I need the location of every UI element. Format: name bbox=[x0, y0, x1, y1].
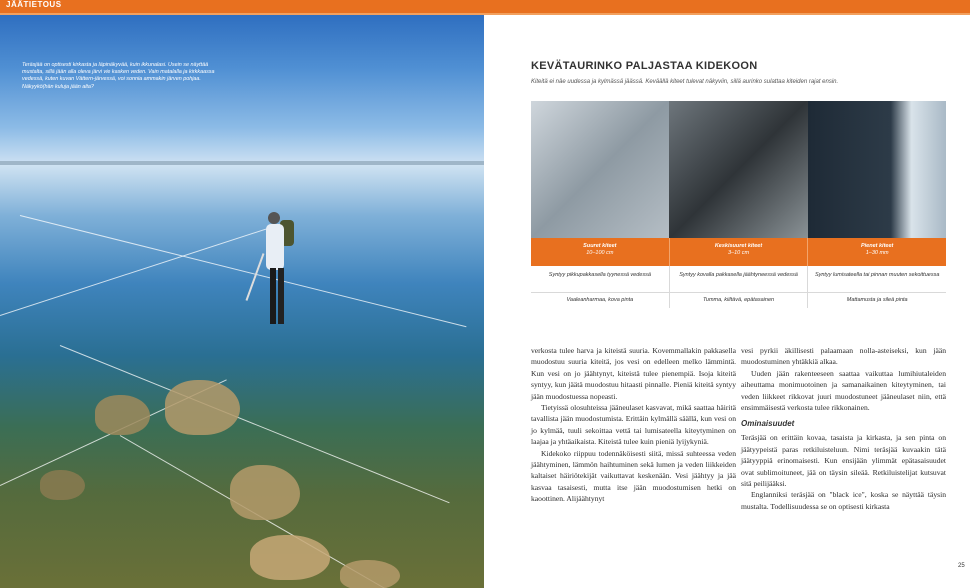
table-header-cell bbox=[531, 238, 670, 266]
table-cell: Syntyy lumisateella tai pinnan muuten sekoittuessa bbox=[814, 272, 940, 278]
body-paragraph: Uuden jään rakenteeseen saattaa vaikuttaa lumihiutaleiden aiheuttama monimuotoinen ja samanaikainen kiteytyminen, tai veden liikkeet rikkovat juuri muodostuneet jääneulaset niin, että ensimmäisestä verkosta tulee rikkonainen. bbox=[741, 368, 946, 413]
crystal-size: 3–10 cm bbox=[727, 250, 750, 256]
crystal-name: Suuret kiteet bbox=[583, 243, 617, 249]
lakebed-rock bbox=[340, 560, 400, 588]
photo-caption: Teräsjää on optisesti kirkasta ja läpinäkyvää, kuin ikkunalasi. Usein se näyttää mustalta, sillä jään alla oleva järvi vie kasken veden. Vain matalalla ja kirkkaassa vedessä, kuten kuvan Vättern-järvessä, voi sonnia ammakin järven pohjaa. Näkyykö(hän kuluja jään alta? bbox=[22, 62, 215, 90]
crystal-origin-row bbox=[531, 266, 946, 293]
table-header-cell bbox=[808, 238, 946, 266]
skater-head bbox=[268, 212, 280, 224]
body-paragraph: Englanniksi teräsjää on "black ice", koska se näyttää täysin mustalta. Todellisuudessa se on optisesti kirkasta bbox=[741, 490, 946, 511]
body-paragraph: Kidekoko riippuu todennäköisesti siitä, missä suhteessa veden jäähtyminen, lämmön haihtuminen sekä lumen ja veden liikkeiden kaltaiset häiriötekijät vaikuttavat keskenään. Vesi jäähtyy ja jää kasvaa tasaisesti, mutta itse jään muodostumisen hetki on kaoottinen. Alijäähtynyt bbox=[531, 448, 736, 504]
skater-leg bbox=[278, 268, 284, 324]
crystal-size: 1–30 mm bbox=[865, 250, 889, 256]
lakebed-rock bbox=[250, 535, 330, 580]
skater-jacket bbox=[266, 224, 284, 270]
body-column-left bbox=[531, 345, 736, 505]
lakebed-rock bbox=[95, 395, 150, 435]
crystal-appearance-row bbox=[531, 293, 946, 308]
section-subtitle: Kiteitä ei näe uudessa ja kylmässä jäässä. Keväällä kiteet tulevat näkyviin, sillä aurinko sulattaa kiteiden rajat ensin. bbox=[531, 79, 839, 85]
crystal-photo-row bbox=[531, 101, 946, 238]
crystal-name: Pienet kiteet bbox=[860, 243, 894, 249]
crystal-name: Keskisuuret kiteet bbox=[714, 243, 763, 249]
table-cell: Mattamusta ja sileä pinta bbox=[846, 297, 908, 303]
large-crystal-photo bbox=[531, 101, 669, 238]
medium-crystal-photo bbox=[669, 101, 807, 238]
lakebed-rock bbox=[165, 380, 240, 435]
section-title: KEVÄTAURINKO PALJASTAA KIDEKOON bbox=[531, 60, 758, 72]
body-paragraph: Teräsjää on erittäin kovaa, tasaista ja kirkasta, ja sen pinta on jäätyypeistä paras retkiluisteluun. Nimi teräsjää kuvaakin tätä jäätyyppiä erinomaisesti. Kun ensijään ylimmät epätasaisuudet ovat sublimoituneet, jää on täysin sileää. Retkiluistelijat kutsuvat sitä peilijääksi. bbox=[741, 433, 946, 489]
small-crystal-photo bbox=[808, 101, 946, 238]
table-cell: Tumma, kiiltävä, epätasainen bbox=[670, 293, 809, 308]
crystal-header-row bbox=[531, 238, 946, 266]
crystal-size-table bbox=[531, 101, 946, 308]
body-column-right bbox=[741, 345, 946, 512]
table-cell: Syntyy pikkupakkasella tyynessä vedessä bbox=[531, 266, 670, 292]
body-paragraph: vesi pyrkii äkillisesti palaamaan nolla-asteiseksi, kun jään muodostuminen yhtäkkiä alkaa. bbox=[741, 346, 946, 367]
table-header-cell bbox=[670, 238, 809, 266]
table-cell: Vaaleanharmaa, kova pinta bbox=[531, 293, 670, 308]
lake-ice-photo bbox=[0, 15, 484, 588]
page-number: 25 bbox=[958, 563, 965, 569]
skater-leg bbox=[270, 268, 276, 324]
lakebed-rock bbox=[230, 465, 300, 520]
body-paragraph: verkosta tulee harva ja kiteistä suuria. Kovemmallakin pakkasella muodostuu suuria kiteitä, jos vesi on edelleen melko lämmintä. Kun vesi on jo jäähtynyt, kiteistä tulee pienempiä. Isoja kiteitä syntyy, kun jäätä muodostuu hitaasti pinnalle. Pieniä kiteitä syntyy jään muodostuessa nopeasti. bbox=[531, 346, 736, 401]
section-label: JÄÄTIETOUS bbox=[6, 0, 62, 9]
crystal-size: 10–100 cm bbox=[586, 250, 614, 256]
table-cell: Syntyy kovalla pakkasella jäähtyneessä vedessä bbox=[670, 266, 809, 292]
lakebed-rock bbox=[40, 470, 85, 500]
header-band bbox=[0, 0, 970, 13]
subheading: Ominaisuudet bbox=[741, 419, 795, 429]
body-paragraph: Tietyissä olosuhteissa jääneulaset kasvavat, mikä saattaa häiritä tavallista jään muodostumista. Erittäin kylmällä säällä, kun vesi on jo kylmää, tuuli sekoittaa vettä tai lumisateella kiteytyminen on laajaa ja yhtäaikaista. Kiteistä tulee kuin pieniä lyijykyniä. bbox=[531, 403, 736, 447]
ice-skater-figure bbox=[262, 212, 312, 362]
